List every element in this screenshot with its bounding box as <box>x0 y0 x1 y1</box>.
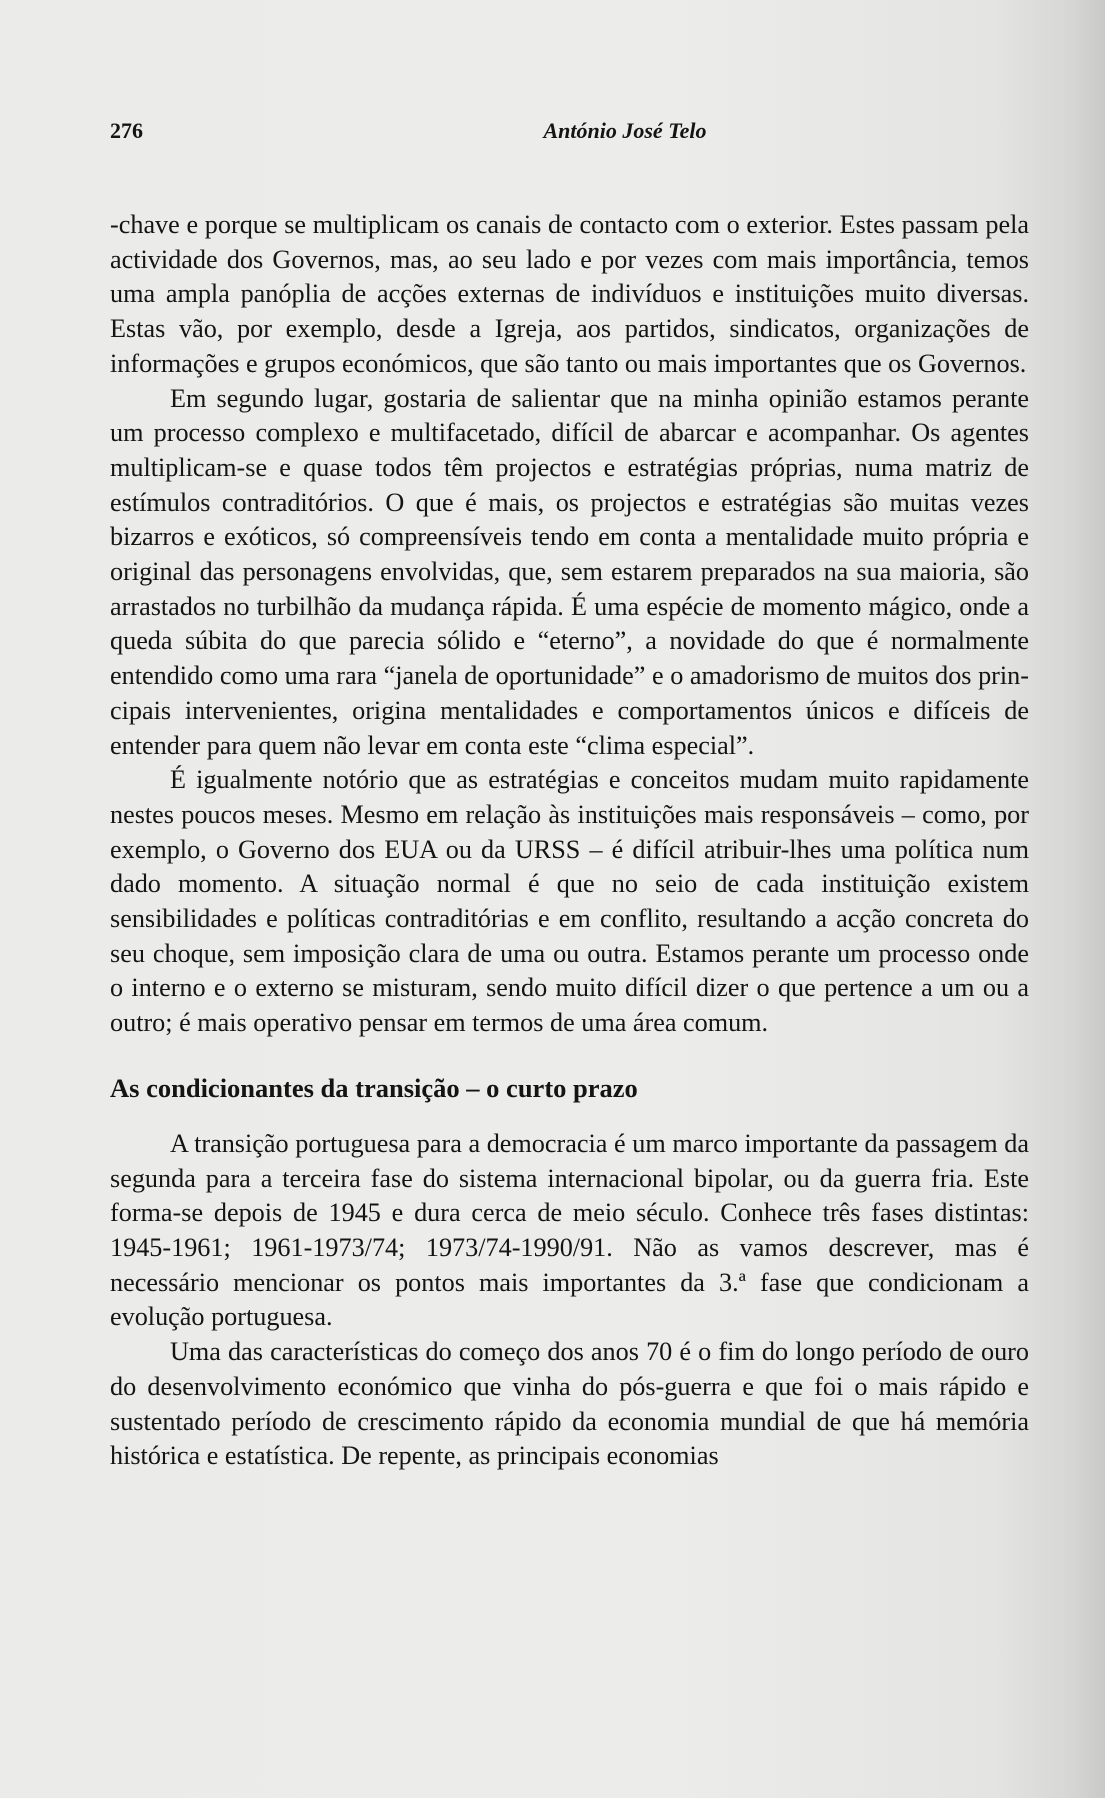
paragraph-4: A transição portuguesa para a democracia é um marco importante da passagem da segunda para a terceira fase do sistema internacional bipolar, ou da guerra fria. Este forma-se depois de 1945 e dura cerca de meio século. Conhece três fases distintas: 1945-1961; 1961-1973/74; 1973/74-1990/91. Não as vamos descrever, mas é necessário mencionar os pontos mais importantes da 3.ª fase que condicionam a evolução portuguesa. <box>110 1128 1029 1332</box>
paragraph-1: -chave e porque se multiplicam os canais de contacto com o exterior. Estes passam pela actividade dos Governos, mas, ao seu lado e por vezes com mais importância, temos uma ampla panóplia de acções externas de indivíduos e instituições muito diversas. Estas vão, por exemplo, desde a Igreja, aos partidos, sindicatos, organizações de informações e grupos económicos, que são tanto ou mais importantes que os Governos. <box>110 210 1029 378</box>
body-text <box>110 208 1029 1474</box>
paragraph-3: É igualmente notório que as estratégias e conceitos mudam muito rapidamente nestes poucos meses. Mesmo em relação às instituições mais responsáveis – como, por exemplo, o Governo dos EUA ou da URSS – é difícil atribuir-lhes uma política num dado momento. A situação normal é que no seio de cada instituição existem sensibilidades e políticas contraditórias e em conflito, resultando a acção concreta do seu choque, sem imposição clara de uma ou outra. Estamos perante um processo onde o interno e o externo se misturam, sendo muito difícil dizer o que pertence a um ou a outro; é mais operativo pensar em termos de uma área comum. <box>110 765 1029 1038</box>
section-heading: As condicionantes da transição – o curto prazo <box>110 1072 638 1103</box>
page-number: 276 <box>110 118 143 143</box>
paragraph-5: Uma das características do começo dos anos 70 é o fim do longo período de ouro do desenvolvimento económico que vinha do pós-guerra e que foi o mais rápido e sustentado período de crescimento rápido da economia mundial de que há memória histórica e estatística. De repente, as principais economias <box>110 1337 1029 1471</box>
paragraph-2: Em segundo lugar, gostaria de salientar que na minha opinião estamos perante um processo complexo e multifacetado, difícil de abarcar e acompanhar. Os agentes multiplicam-se e quase todos têm projectos e estratégias próprias, numa matriz de estímulos contraditórios. O que é mais, os projectos e estratégias são muitas vezes bizarros e exóticos, só compreensíveis tendo em conta a mentalidade muito própria e original das personagens envolvidas, que, sem estarem preparados na sua maioria, são arrastados no turbilhão da mudança rápida. É uma espécie de momento mágico, onde a queda súbita do que parecia sólido e “eterno”, a novidade do que é normalmente entendido como uma rara “janela de oportunidade” e o amadorismo de muitos dos principais intervenientes, origina mentalidades e comportamentos únicos e difíceis de entender para quem não levar em conta este “clima especial”. <box>110 383 1029 760</box>
running-title: António José Telo <box>543 118 707 143</box>
running-header <box>110 116 1010 150</box>
